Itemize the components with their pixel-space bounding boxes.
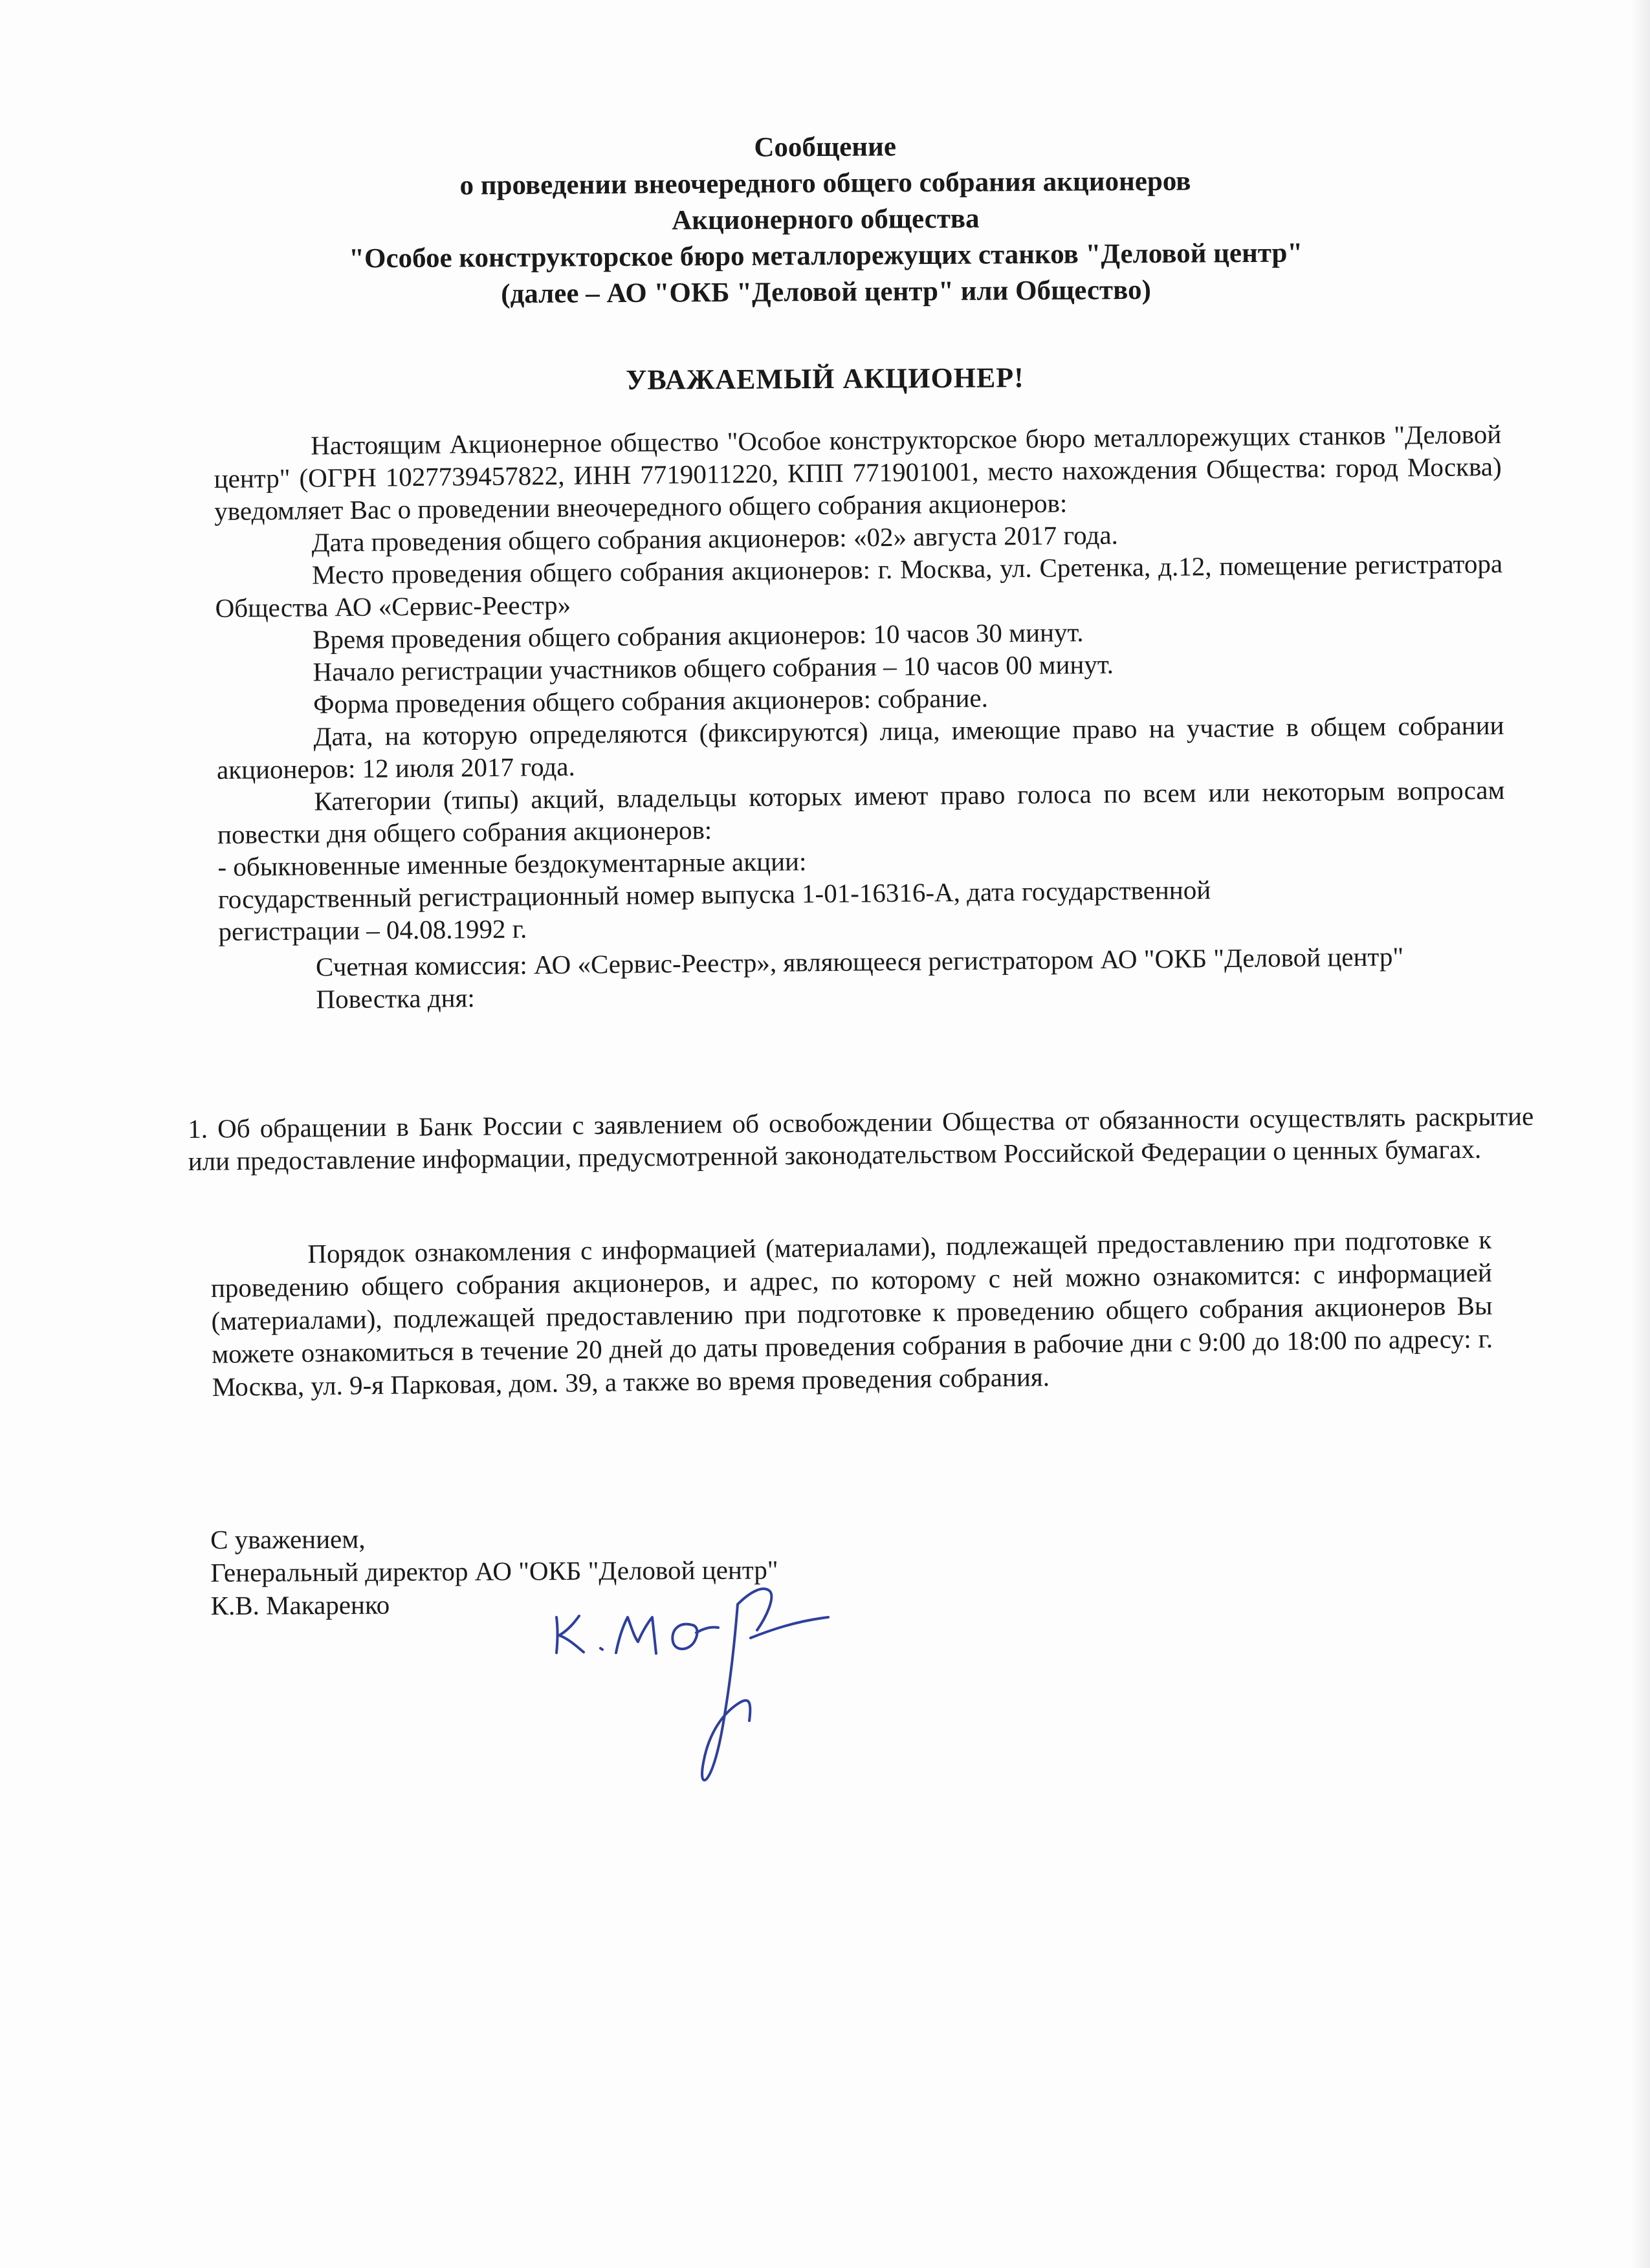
meeting-time: Время проведения общего собрания акционеров: 10 часов 30 минут. — [312, 617, 1084, 655]
registration-date: регистрации – 04.08.1992 г. — [218, 913, 527, 946]
registration-number: государственный регистрационный номер выпуска 1-01-16316-А, дата государственной — [217, 875, 1211, 914]
greeting-heading: УВАЖАЕМЫЙ АКЦИОНЕР! — [626, 362, 1024, 396]
title-line-2: о проведении внеочередного общего собрания акционеров — [459, 166, 1191, 201]
agenda-item-1: 1. Об обращении в Банк России с заявлением об освобождении Общества от обязанности осуществлять раскрытие или предоставление информации, предусмотренной законодательством Российской Федерации о ценных бумагах. — [188, 1101, 1534, 1176]
meeting-place: Место проведения общего собрания акционеров: г. Москва, ул. Сретенка, д.12, помещение регистратора Общества АО «Сервис-Реестр» — [215, 548, 1503, 623]
counting-commission: Счетная комиссия: АО «Сервис-Реестр», являющееся регистратором АО "ОКБ "Деловой центр" — [315, 941, 1404, 982]
agenda-list — [188, 1100, 1534, 1177]
share-type: - обыкновенные именные бездокументарные акции: — [217, 846, 807, 882]
share-categories: Категории (типы) акций, владельцы которых имеют право голоса по всем или некоторым вопросам повестки дня общего собрания акционеров: — [217, 774, 1505, 849]
intro-paragraph: Настоящим Акционерное общество "Особое конструкторское бюро металлорежущих станков "Деловой центр" (ОГРН 1027739457822, ИНН 7719011220, КПП 771901001, место нахождения Общества: город Москва) уведомляет Вас о проведении внеочередного общего собрания акционеров: — [214, 419, 1502, 526]
meeting-form: Форма проведения общего собрания акционеров: собрание. — [313, 682, 989, 719]
title-line-1: Сообщение — [754, 131, 897, 163]
notice-body — [214, 418, 1507, 1016]
agenda-label: Повестка дня: — [316, 983, 476, 1014]
materials-order-section — [210, 1223, 1493, 1404]
handwritten-signature — [544, 1565, 893, 1785]
document-title — [0, 124, 1650, 316]
meeting-date: Дата проведения общего собрания акционеров: «02» августа 2017 года. — [311, 519, 1118, 558]
regards-line: С уважением, — [210, 1523, 366, 1554]
materials-order-paragraph: Порядок ознакомления с информацией (материалами), подлежащей предоставлению при подготовке к проведению общего собрания акционеров, и адрес, по которому с ней можно ознакомится: с информацией (материалами), подлежащей предоставлению при подготовке к проведению общего собрания акционеров Вы можете ознакомиться в течение 20 дней до даты проведения собрания в рабочие дни с 9:00 до 18:00 по адресу: г. Москва, ул. 9-я Парковая, дом. 39, а также во время проведения собрания. — [210, 1224, 1493, 1402]
title-line-5: (далее – АО "ОКБ "Деловой центр" или Общество) — [501, 274, 1151, 310]
director-position: Генеральный директор АО "ОКБ "Деловой центр" — [210, 1554, 778, 1587]
title-line-4: "Особое конструкторское бюро металлорежущих станков "Деловой центр" — [349, 237, 1303, 274]
registration-start: Начало регистрации участников общего собрания – 10 часов 00 минут. — [313, 649, 1114, 687]
record-date: Дата, на которую определяются (фиксируются) лица, имеющие право на участие в общем собрании акционеров: 12 июля 2017 года. — [216, 710, 1504, 785]
director-name: К.В. Макаренко — [210, 1589, 390, 1620]
page-edge-shadow — [1631, 0, 1650, 2268]
title-line-3: Акционерного общества — [671, 203, 980, 236]
